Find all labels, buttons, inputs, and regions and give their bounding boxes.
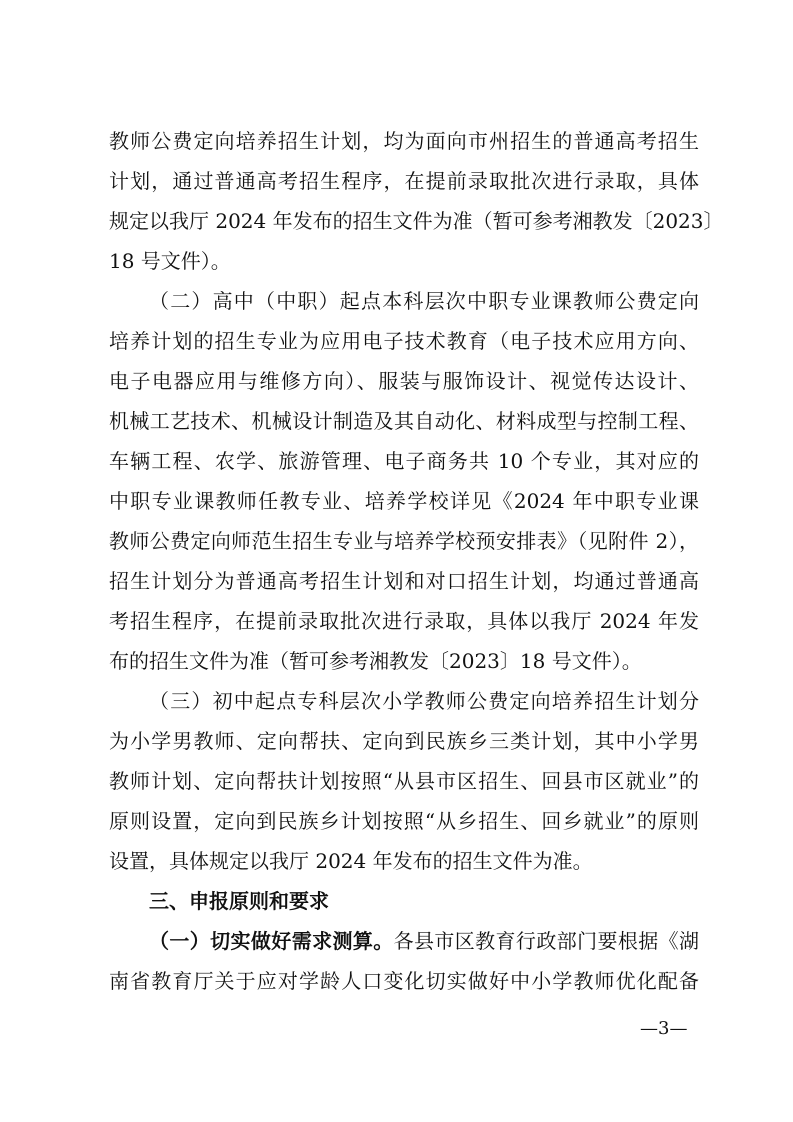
text-line: 机械工艺技术、机械设计制造及其自动化、材料成型与控制工程、 xyxy=(109,409,699,433)
section-heading: 三、申报原则和要求 xyxy=(149,889,329,913)
text-line: 计划，通过普通高考招生程序，在提前录取批次进行录取，具体 xyxy=(109,169,699,193)
text-line: 车辆工程、农学、旅游管理、电子商务共 10 个专业，其对应的 xyxy=(109,449,699,473)
text-line: 18 号文件）。 xyxy=(109,249,231,273)
text-run: 各县市区教育行政部门要根据《湖 xyxy=(393,929,700,953)
text-line: 教师计划、定向帮扶计划按照“从县市区招生、回县市区就业”的 xyxy=(109,769,699,793)
text-line: 原则设置，定向到民族乡计划按照“从乡招生、回乡就业”的原则 xyxy=(109,809,699,833)
text-line: 电子电器应用与维修方向）、服装与服饰设计、视觉传达设计、 xyxy=(109,369,699,393)
text-line: （二）高中（中职）起点本科层次中职专业课教师公费定向 xyxy=(149,289,699,313)
text-line: 布的招生文件为准（暂可参考湘教发〔2023〕18 号文件）。 xyxy=(109,649,642,673)
text-line: 教师公费定向培养招生计划，均为面向市州招生的普通高考招生 xyxy=(109,129,699,153)
text-line: （三）初中起点专科层次小学教师公费定向培养招生计划分 xyxy=(149,689,699,713)
text-line xyxy=(149,929,699,953)
page-number: —3— xyxy=(640,1018,688,1039)
text-line: 教师公费定向师范生招生专业与培养学校预安排表》（见附件 2）， xyxy=(109,529,699,553)
text-line: 为小学男教师、定向帮扶、定向到民族乡三类计划，其中小学男 xyxy=(109,729,699,753)
text-line: 培养计划的招生专业为应用电子技术教育（电子技术应用方向、 xyxy=(109,329,699,353)
paragraph-lead: （一）切实做好需求测算。 xyxy=(149,929,394,953)
text-line: 设置，具体规定以我厅 2024 年发布的招生文件为准。 xyxy=(109,849,593,873)
text-line: 考招生程序，在提前录取批次进行录取，具体以我厅 2024 年发 xyxy=(109,609,699,633)
text-line: 中职专业课教师任教专业、培养学校详见《2024 年中职专业课 xyxy=(109,489,699,513)
text-line: 招生计划分为普通高考招生计划和对口招生计划，均通过普通高 xyxy=(109,569,699,593)
text-line: 南省教育厅关于应对学龄人口变化切实做好中小学教师优化配备 xyxy=(109,969,699,993)
text-line: 规定以我厅 2024 年发布的招生文件为准（暂可参考湘教发〔2023〕 xyxy=(109,209,724,233)
